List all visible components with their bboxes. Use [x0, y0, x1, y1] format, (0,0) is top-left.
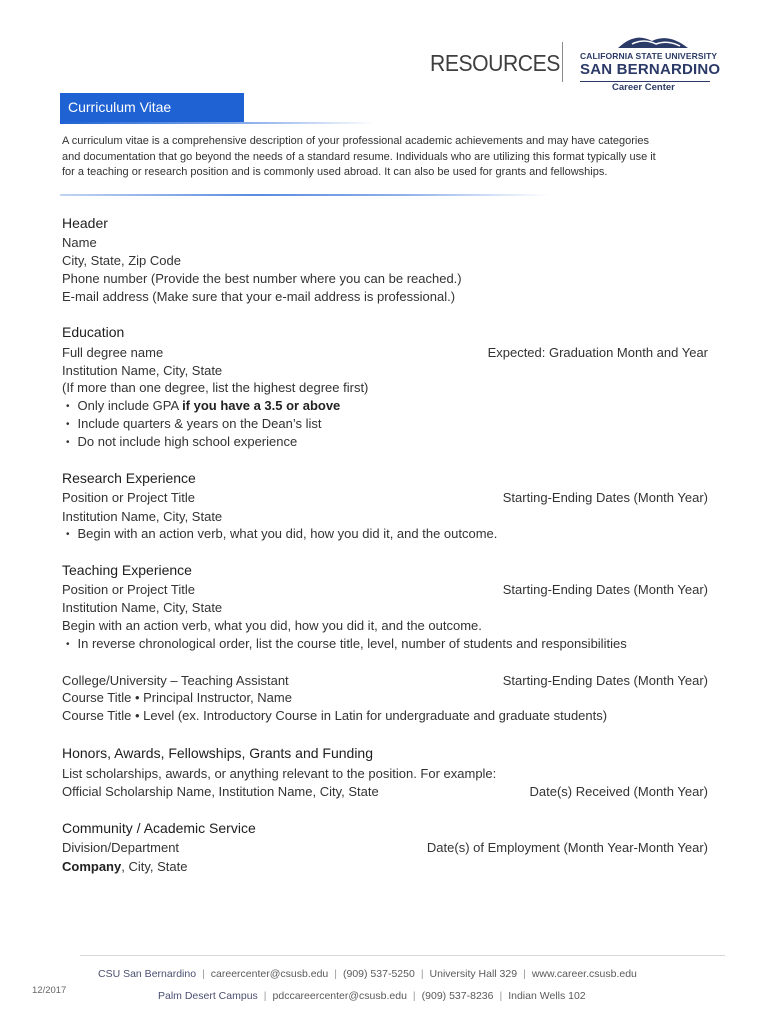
community-dates: Date(s) of Employment (Month Year-Month Year) — [426, 840, 708, 855]
section-title-research: Research Experience — [62, 470, 196, 486]
career-center-label: Career Center — [612, 82, 675, 93]
intro-divider — [60, 194, 550, 196]
footer-palm-desert-row — [158, 990, 586, 1002]
teaching-bullet: • In reverse chronological order, list the course title, level, number of students and responsibilities — [66, 636, 627, 651]
footer-csusb-location: University Hall 329 — [429, 968, 518, 980]
teaching-course-instructor: Course Title • Principal Instructor, Name — [62, 690, 292, 705]
teaching-action: Begin with an action verb, what you did, how you did it, and the outcome. — [62, 618, 482, 633]
honors-dates: Date(s) Received (Month Year) — [529, 784, 708, 799]
footer-sep: | — [202, 968, 205, 980]
footer-csusb-label: CSU San Bernardino — [98, 968, 197, 980]
company-rest-text: , City, State — [121, 859, 188, 874]
header-name: Name — [62, 235, 97, 250]
resources-title: RESOURCES — [430, 50, 560, 76]
intro-line: for a teaching or research position and is commonly used abroad. It can also be used for grants and fellowships. — [62, 166, 608, 178]
brand-divider — [562, 42, 563, 82]
teaching-ta-role: College/University – Teaching Assistant — [62, 673, 289, 688]
cv-title-bar: Curriculum Vitae — [60, 93, 244, 122]
footer-csusb-web[interactable]: www.career.csusb.edu — [531, 968, 637, 980]
honors-intro: List scholarships, awards, or anything relevant to the position. For example: — [62, 766, 497, 781]
community-division: Division/Department — [62, 840, 180, 855]
footer-sep: | — [412, 990, 416, 1002]
intro-line: and documentation that go beyond the needs of a standard resume. Individuals who are utilizing this format typically use it — [62, 150, 656, 163]
footer-csusb-email[interactable]: careercenter@csusb.edu — [210, 968, 329, 980]
header-city: City, State, Zip Code — [62, 253, 181, 268]
research-bullet: • Begin with an action verb, what you did, how you did it, and the outcome. — [66, 526, 497, 541]
footer-date-code: 12/2017 — [32, 985, 67, 996]
intro-paragraph — [62, 134, 712, 181]
footer-sep: | — [420, 968, 424, 980]
section-title-honors: Honors, Awards, Fellowships, Grants and Funding — [62, 745, 374, 761]
footer-sep: | — [334, 968, 337, 980]
education-note: (If more than one degree, list the highest degree first) — [62, 380, 369, 395]
honors-item: Official Scholarship Name, Institution Name, City, State — [62, 784, 379, 799]
education-institution: Institution Name, City, State — [62, 363, 223, 378]
gpa-text: Only include GPA — [77, 398, 183, 413]
research-position: Position or Project Title — [62, 490, 195, 505]
footer-pd-label: Palm Desert Campus — [158, 990, 258, 1002]
section-title-header: Header — [62, 215, 108, 231]
header-email: E-mail address (Make sure that your e-mail address is professional.) — [62, 289, 456, 304]
title-underline — [60, 122, 376, 124]
education-degree: Full degree name — [62, 345, 164, 360]
company-bold-text: Company — [62, 859, 122, 874]
logo-university-text: CALIFORNIA STATE UNIVERSITY — [580, 51, 718, 61]
footer-sep: | — [523, 968, 526, 980]
education-expected: Expected: Graduation Month and Year — [487, 345, 708, 360]
education-bullet-highschool: • Do not include high school experience — [66, 434, 297, 449]
footer-divider — [80, 955, 725, 956]
header-phone: Phone number (Provide the best number where you can be reached.) — [62, 271, 462, 286]
logo-campus-text: SAN BERNARDINO — [580, 61, 721, 78]
research-dates: Starting-Ending Dates (Month Year) — [502, 490, 708, 505]
section-title-education: Education — [62, 324, 125, 340]
education-bullet-deans: • Include quarters & years on the Dean’s list — [66, 416, 322, 431]
teaching-course-level: Course Title • Level (ex. Introductory Course in Latin for undergraduate and graduate students) — [62, 708, 608, 723]
footer-csusb-row — [98, 968, 637, 980]
teaching-institution: Institution Name, City, State — [62, 600, 223, 615]
section-title-teaching: Teaching Experience — [62, 562, 192, 578]
research-institution: Institution Name, City, State — [62, 509, 223, 524]
teaching-ta-dates: Starting-Ending Dates (Month Year) — [502, 673, 708, 688]
footer-pd-phone: (909) 537-8236 — [421, 990, 494, 1002]
footer-pd-location: Indian Wells 102 — [508, 990, 586, 1002]
gpa-bold-text: if you have a 3.5 or above — [182, 398, 341, 413]
education-bullet-gpa — [66, 398, 340, 413]
footer-sep: | — [263, 990, 267, 1002]
footer-csusb-phone: (909) 537-5250 — [343, 968, 415, 980]
intro-line: A curriculum vitae is a comprehensive description of your professional academic achievements and may have categories — [62, 135, 649, 147]
teaching-position: Position or Project Title — [62, 582, 195, 597]
footer-pd-email[interactable]: pdccareercenter@csusb.edu — [272, 990, 407, 1002]
community-company — [62, 859, 187, 874]
section-title-community: Community / Academic Service — [62, 820, 256, 836]
teaching-dates: Starting-Ending Dates (Month Year) — [502, 582, 708, 597]
mountain-logo-icon — [618, 34, 688, 50]
footer-sep: | — [499, 990, 503, 1002]
